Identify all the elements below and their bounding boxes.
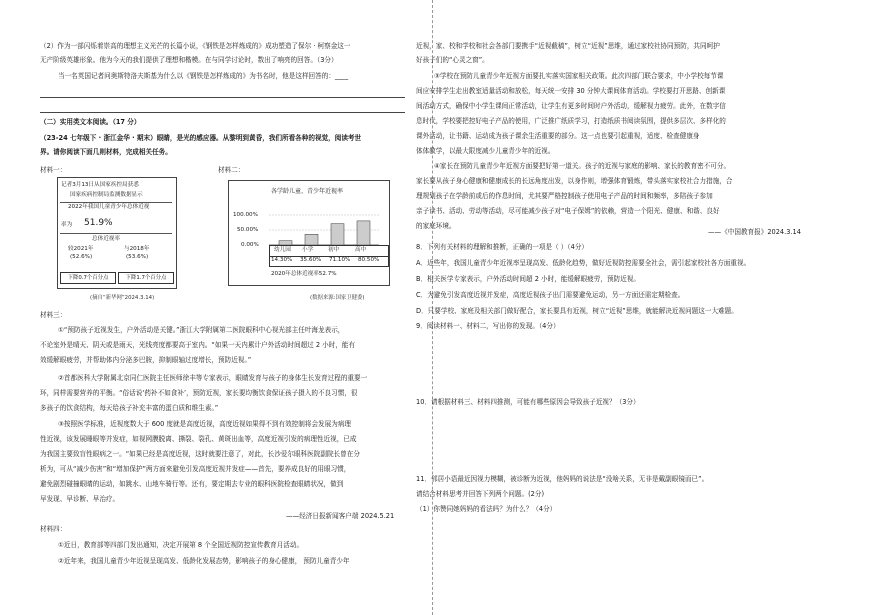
material-1-label: 材料一： bbox=[40, 166, 67, 174]
m3-line-3: 效缓解眼疲劳，并帮助体内分泌多巴胺，抑制眼轴过度增长，预防近视。” bbox=[40, 356, 252, 364]
material-3-source: ——经济日报新闻客户端 2024.5.21 bbox=[286, 512, 395, 520]
bar-junior bbox=[331, 224, 344, 245]
q11-line-2: 请结合材料思考并回答下列两个问题。(2分) bbox=[416, 490, 545, 498]
p4-line-4: 亲子读书、活动、劳动等活动，尽可能减少孩子对“电子保姆”的依赖，营造一个阳光、健康、和谐、良好 bbox=[416, 207, 720, 215]
p3-line-2: 间应安排学生走出教室适量活动和放松，每天统一安排 30 分钟大课间体育活动。学校要打开思路、创新课 bbox=[416, 87, 726, 95]
question-10: 10．请根据材料三、材料四推测，可能有哪些原因会导致孩子近视？（3分） bbox=[416, 398, 640, 406]
p4-line-3: 理规划孩子在学龄前或后的作息时间，尤其要严格控制孩子使用电子产品的时间和频率，多陪孩子参加 bbox=[416, 192, 713, 200]
m3-line-1: ①“预防孩子近视发生，户外活动是关键。”浙江大学附属第二医院眼科中心视光部主任叶海龙表示， bbox=[58, 326, 345, 334]
section-intro-line-2: 界。请你阅读下面几则材料，完成相关任务。 bbox=[40, 148, 172, 156]
compare-2021-value: (52.6%) bbox=[70, 254, 93, 260]
question-text-line-1: （2）作为一部闪烁着崇高的理想主义光芒的长篇小说，《钢铁是怎样炼成的》成功塑造了保尔 · 柯察金这一 bbox=[40, 42, 351, 50]
material-2-label: 材料二： bbox=[218, 166, 245, 174]
right-source: ——《中国教育报》2024.3.14 bbox=[708, 228, 801, 236]
decline-2021: 下降0.7个百分点 bbox=[67, 275, 109, 281]
m3-line-7: ③按照医学标准，近视度数大于 600 度就是高度近视，高度近视如果得不到有效控制将会发展为病理 bbox=[58, 420, 352, 428]
right-column bbox=[416, 0, 870, 615]
right-top-line-1: 近视，家、校和学校和社会各部门要携手“近视截稿”，树立“近视”思维，通过家校社协同预防，共同呵护 bbox=[416, 42, 720, 50]
compare-2021-label: 较2021年 bbox=[68, 246, 94, 252]
m3-line-9: 为我国主要致盲性眼病之一。“如果已经是高度近视，这时就要注意了，对此，长沙爱尔眼科医院副院长曾在分 bbox=[40, 450, 360, 458]
val-senior: 80.50% bbox=[358, 257, 380, 263]
compare-2018-value: (53.6%) bbox=[126, 254, 149, 260]
q9-answer-area[interactable] bbox=[416, 335, 816, 395]
m3-line-4: ②首都医科大学附属北京同仁医院主任医师徐丰等专家表示，眼睛发育与孩子的身体生长发育过程的重要一 bbox=[58, 374, 368, 382]
answer-line-1[interactable] bbox=[40, 97, 405, 98]
m3-line-8: 性近视，该发展睡眼等并发症，如视网膜脱离、撕裂、裂孔、黄斑出血等，高度近视引发的病理性近视，已成 bbox=[40, 435, 357, 443]
q8-option-b[interactable]: B．相关医学专家表示，户外活动时间超 2 小时，能缓解眼疲劳，预防近视。 bbox=[416, 275, 640, 283]
infographic-line-3: 2022年我国儿童青少年总体近视 bbox=[68, 204, 150, 210]
q11-line-1: 11．邻居小语最近因视力模糊，被诊断为近视，他妈妈的说法是“没啥关系，无非是戴副眼镜而已”。 bbox=[416, 475, 709, 483]
p4-line-1: ④家长在预防儿童青少年近视方面要把好第一道关。孩子的近视与家庭的影响、家长的教育密不可分。 bbox=[434, 162, 731, 170]
section-intro-line-1: （23-24 七年级下 · 浙江金华 · 期末）眼睛，是光的感应器。从黎明到黄昏，我们所看各种的视觉，阅读考世 bbox=[40, 134, 362, 142]
val-primary: 35.60% bbox=[300, 257, 322, 263]
overall-2020-rate: 2020年总体近视率52.7% bbox=[271, 271, 337, 277]
m3-line-2: 不论室外是晴天、阴天或是雨天，光线亮度都要高于室内。“如果一天内累计户外活动时间超过 2 小时，能有 bbox=[40, 341, 356, 349]
bar-plot bbox=[269, 207, 379, 249]
news-infographic bbox=[57, 177, 177, 289]
q8-option-d[interactable]: D．只要学校、家庭及相关部门做好配合，家长要具有近视，树立“近视”思维，就能解决近视问题这一大难题。 bbox=[416, 307, 738, 315]
y-tick-50: 50.00% bbox=[237, 227, 259, 233]
m3-line-6: 多孩子的饮食结构，每天给孩子补充丰富的蛋白质和维生素。” bbox=[40, 404, 219, 412]
y-tick-0: 0.00% bbox=[241, 242, 259, 248]
left-column bbox=[0, 0, 428, 615]
decline-2018-box bbox=[118, 272, 174, 284]
cat-junior: 初中 bbox=[328, 247, 340, 253]
right-top-line-2: 好孩子们的“心灵之窗”。 bbox=[416, 56, 489, 64]
q8-option-a[interactable]: A．近些年，我国儿童青少年近视率呈现高发、低龄化趋势，做好近视防控需要全社会，需引起家校社各方面重视。 bbox=[416, 259, 751, 267]
overall-myopia-rate: 51.9% bbox=[84, 218, 113, 228]
m3-line-11: 避免剧烈碰撞眼睛的运动，如跳水、山地车骑行等。还有，要定期去专业的眼科医院检查眼睛状况，做到 bbox=[40, 480, 344, 488]
overall-rate-caption: 总体近视率 bbox=[92, 236, 120, 242]
m4-line-1: ①近日，教育部等四部门发出通知，决定开展第 8 个全国近视防控宣传教育月活动。 bbox=[58, 541, 304, 549]
question-8: 8．下列有关材料的理解和推断，正确的一项是（ ）（4分） bbox=[416, 243, 589, 251]
p4-line-2: 家长要从孩子身心健康和健康成长的长远角度出发，以身作则，增强体育锻炼，带头落实家校社合力措施，合 bbox=[416, 177, 733, 185]
p3-line-3: 间活动方式，确保中小学生课间正常活动，让学生有更多时间时户外活动，缓解视力疲劳。此外，在数字信 bbox=[416, 102, 726, 110]
p4-line-5: 的家庭环境。 bbox=[416, 222, 456, 230]
section-title: （二）实用类文本阅读。（17 分） bbox=[40, 118, 141, 126]
q11-line-3: （1）你赞同她妈妈的看法吗？为什么？（4分） bbox=[416, 505, 557, 513]
answer-line-2[interactable] bbox=[40, 112, 405, 113]
chart-caption: (数据来源:国家卫健委) bbox=[310, 295, 365, 301]
val-junior: 71.10% bbox=[329, 257, 351, 263]
q8-option-c[interactable]: C．为避免引发高度近视并发症，高度近视孩子出门需要避免运动，另一方面还需定期检查。 bbox=[416, 291, 685, 299]
decline-2021-box bbox=[60, 272, 116, 284]
infographic-line-1: 记者3月13日从国家疾控局获悉 bbox=[61, 182, 139, 188]
infographic-line-2: 国家疾病控制局监测数据显示 bbox=[70, 192, 143, 198]
cat-kindergarten: 幼儿园 bbox=[274, 247, 291, 253]
p3-line-5: 课外活动，让书籍、运动成为孩子课余生活重要的部分。这一点也要引起重视，适度、检查健康身 bbox=[416, 132, 700, 140]
cat-primary: 小学 bbox=[302, 247, 314, 253]
p3-line-4: 息时代，学校要把控好电子产品的使用，广泛推广纸质学习，打造纸质书阅读氛围，提供多层次、多样化的 bbox=[416, 117, 726, 125]
material-4-label: 材料四： bbox=[40, 525, 67, 533]
q11-answer-area[interactable] bbox=[416, 518, 816, 598]
m4-line-2: ②近年来，我国儿童青少年近视呈现高发、低龄化发展态势，影响孩子的身心健康， 预防儿童青少年 bbox=[58, 557, 350, 565]
q10-answer-area[interactable] bbox=[416, 412, 816, 472]
y-tick-100: 100.00% bbox=[233, 212, 258, 218]
question-prompt: 当一名英国记者问奥斯特洛夫斯基为什么以《钢铁是怎样炼成的》为书名时，他是这样回答的：____ bbox=[58, 72, 349, 80]
cat-senior: 高中 bbox=[355, 247, 367, 253]
rate-label: 率为 bbox=[61, 222, 73, 228]
p3-line-1: ③学校在预防儿童青少年近视方面要扎实落实国家相关政策。此次四部门联合要求，中小学校每节课 bbox=[434, 72, 724, 80]
m3-line-5: 环，同样需要营养的平衡。“俗话说‘药补不如食补’，预防近视，家长要均衡饮食保证孩子摄入的不良习惯，很 bbox=[40, 389, 358, 397]
bar-senior bbox=[357, 221, 370, 245]
myopia-rate-chart bbox=[228, 180, 390, 286]
chart-title: 各学龄儿童、青少年近视率 bbox=[271, 188, 344, 195]
infographic-caption: (摘自“新华网”2024.3.14) bbox=[90, 295, 155, 301]
bar-primary bbox=[305, 234, 318, 245]
p3-line-6: 体体教学，以最大限度减少儿童青少年的近视。 bbox=[416, 147, 555, 155]
m3-line-10: 析为，可从“减少伤害”和“增加保护”两方面来避免引发高度近视并发症——首先，要养成良好的用眼习惯， bbox=[40, 465, 351, 473]
material-3-label: 材料三： bbox=[40, 311, 67, 319]
question-9: 9．阅读材料一、材料二，写出你的发现。（4分） bbox=[416, 322, 560, 330]
question-text-line-2: 无产阶级英雄形象。他为今天的我们提供了理想和楷模。在与同学讨论时，数出了响亮的回答。（3分） bbox=[40, 56, 338, 64]
m3-line-12: 早发现、早诊断、早治疗。 bbox=[40, 495, 120, 503]
val-kindergarten: 14.30% bbox=[271, 257, 293, 263]
compare-2018-label: 与2018年 bbox=[124, 246, 150, 252]
decline-2018: 下降1.7个百分点 bbox=[125, 275, 167, 281]
